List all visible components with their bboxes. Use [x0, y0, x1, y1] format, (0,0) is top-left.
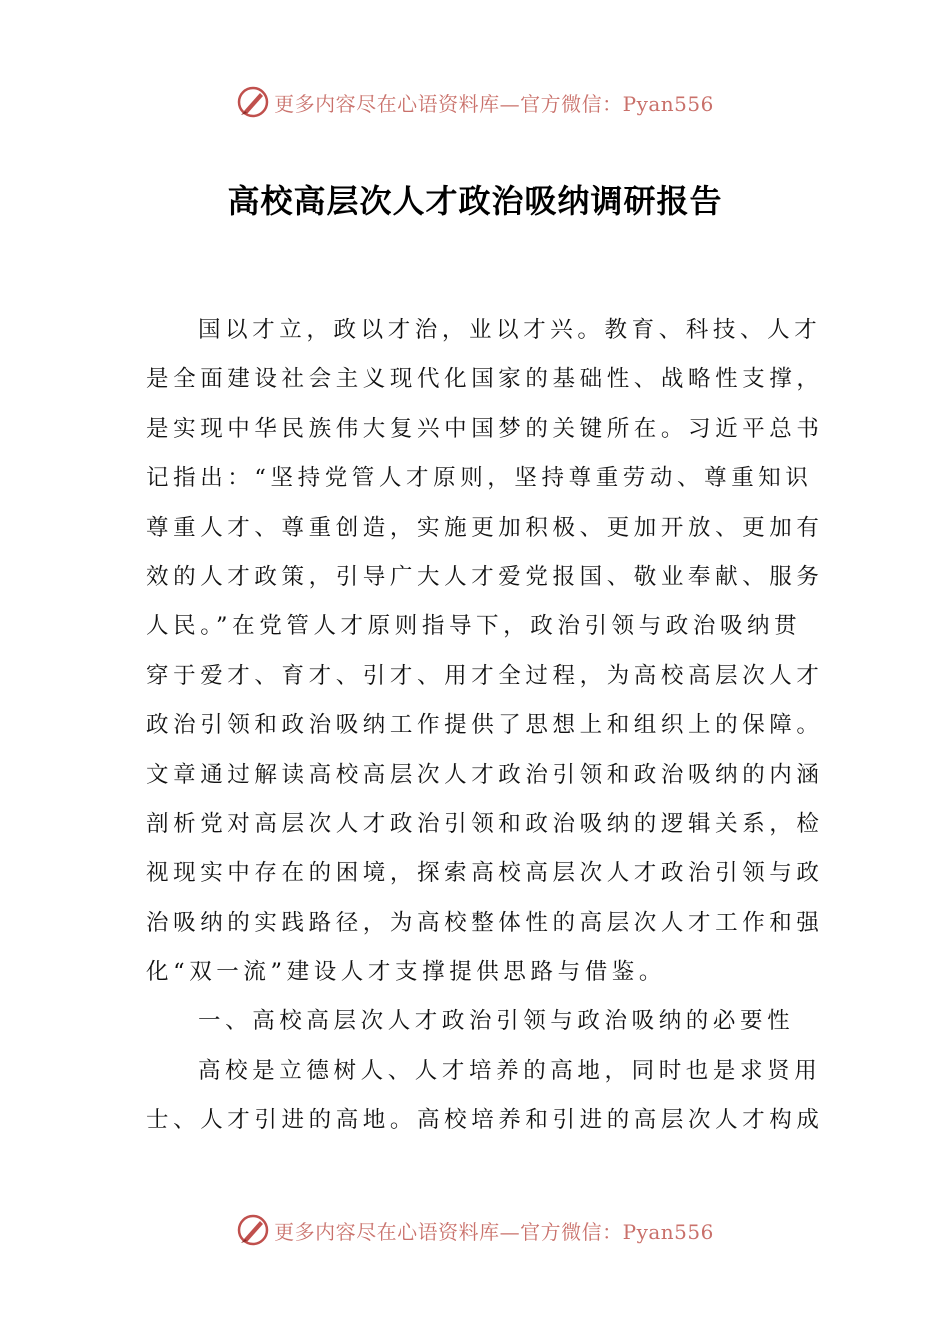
document-title: 高校高层次人才政治吸纳调研报告	[227, 182, 723, 220]
paragraph-line: 穿于爱才、育才、引才、用才全过程，为高校高层次人才	[146, 662, 824, 689]
paragraph-line: 是实现中华民族伟大复兴中国梦的关键所在。习近平总书	[146, 415, 824, 442]
paragraph-line: 文章通过解读高校高层次人才政治引领和政治吸纳的内涵	[146, 761, 824, 788]
pen-logo-icon	[236, 85, 270, 119]
pen-logo-icon	[236, 1213, 270, 1247]
paragraph-line: 高校是立德树人、人才培养的高地，同时也是求贤用	[198, 1057, 822, 1084]
paragraph-line: 是全面建设社会主义现代化国家的基础性、战略性支撑，	[146, 366, 824, 393]
header-watermark-banner	[0, 82, 950, 122]
paragraph-line: 人民。”在党管人才原则指导下，政治引领与政治吸纳贯	[146, 613, 802, 640]
watermark-text: 更多内容尽在心语资料库—官方微信：Pyan556	[274, 1219, 714, 1244]
document-body	[146, 306, 824, 1146]
footer-watermark-banner	[0, 1210, 950, 1250]
watermark-text: 更多内容尽在心语资料库—官方微信：Pyan556	[274, 91, 714, 116]
paragraph-line: 尊重人才、尊重创造，实施更加积极、更加开放、更加有	[146, 514, 824, 541]
paragraph-line: 士、人才引进的高地。高校培养和引进的高层次人才构成	[146, 1107, 824, 1134]
paragraph-line: 视现实中存在的困境，探索高校高层次人才政治引领与政	[146, 860, 824, 887]
section-heading: 一、高校高层次人才政治引领与政治吸纳的必要性	[198, 1008, 795, 1035]
paragraph-line: 化“双一流”建设人才支撑提供思路与借鉴。	[146, 959, 667, 986]
paragraph-line: 国以才立，政以才治，业以才兴。教育、科技、人才	[198, 317, 822, 343]
paragraph-line: 治吸纳的实践路径，为高校整体性的高层次人才工作和强	[146, 909, 824, 936]
paragraph-line: 记指出：“坚持党管人才原则，坚持尊重劳动、尊重知识	[146, 465, 813, 492]
paragraph-line: 效的人才政策，引导广大人才爱党报国、敬业奉献、服务	[146, 563, 824, 590]
paragraph-line: 政治引领和政治吸纳工作提供了思想上和组织上的保障。	[146, 712, 824, 739]
paragraph-line: 剖析党对高层次人才政治引领和政治吸纳的逻辑关系，检	[146, 810, 824, 837]
